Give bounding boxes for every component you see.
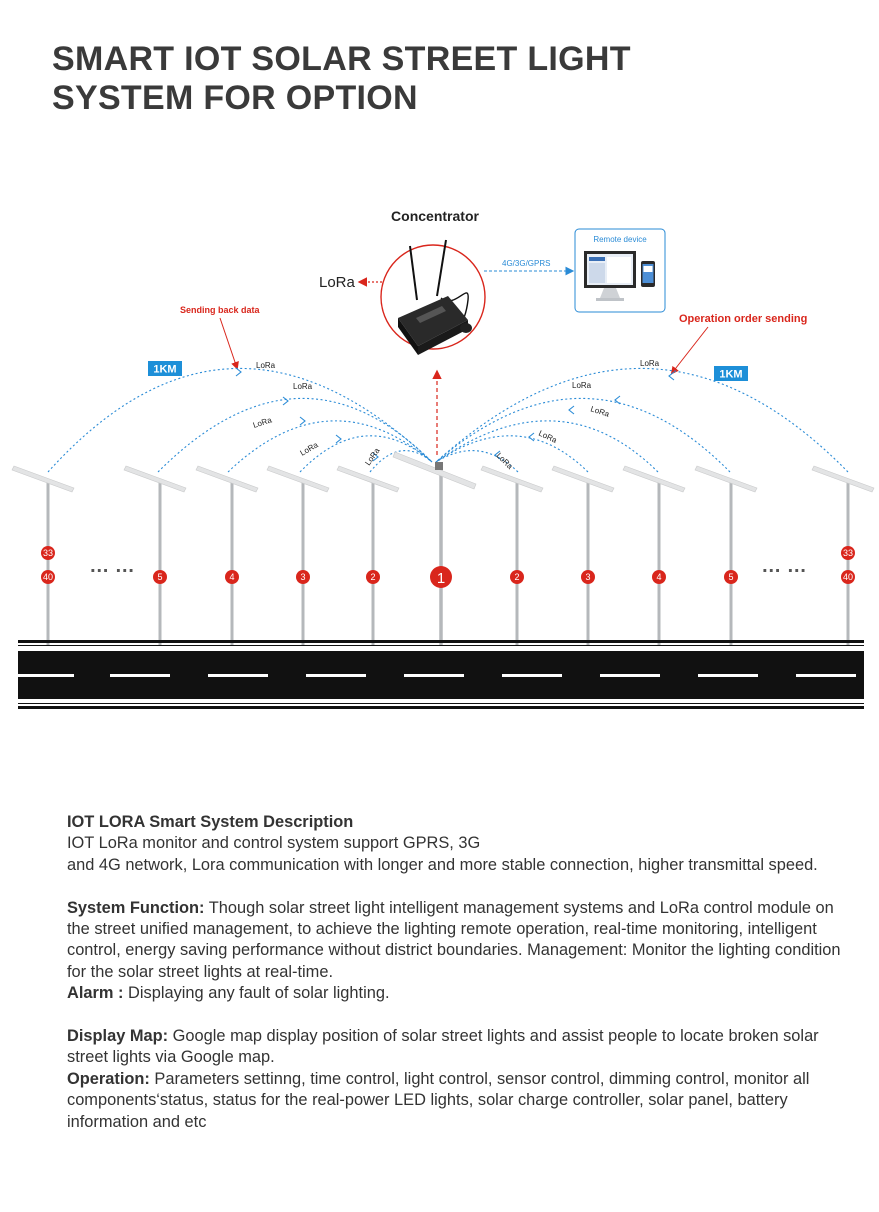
pole-number: 3 [300,572,306,582]
title-line-1: SMART IOT SOLAR STREET LIGHT [52,40,631,78]
lora-arc-label: LoRa [572,381,592,390]
pole-number: 4 [229,572,235,582]
lora-arc-label: LoRa [494,451,515,471]
pole-number-badges [41,546,855,588]
street-light-pole [481,466,543,645]
distance-badge-right [714,366,748,381]
alarm-text: Displaying any fault of solar lighting. [123,984,390,1003]
pole-badge [225,570,239,584]
lora-arc-label: LoRa [251,415,273,430]
lora-arc-labels [252,359,660,471]
phone-icon [641,261,655,287]
pole-badge-right-40 [841,570,855,584]
pole-badge [510,570,524,584]
display-map-label: Display Map: [67,1027,169,1046]
operation-order-label: Operation order sending [679,313,808,325]
pole-number: 33 [842,548,854,558]
main-pole-badge [430,566,452,588]
sending-back-arrow [220,318,237,368]
lora-arc-left-4 [300,436,432,472]
description-heading: IOT LORA Smart System Description [67,813,354,831]
lora-arc-label: LoRa [363,446,382,468]
remote-device-label: Remote device [593,235,647,244]
distance-right-text: 1KM [719,368,743,381]
lora-arc-right-2 [436,398,730,472]
description-intro-2: and 4G network, Lora communication with longer and more stable connection, higher transmittal speed. [67,855,818,874]
lora-arcs [48,368,848,472]
main-street-light-pole [393,452,476,645]
pole-badge-left-40 [41,570,55,584]
description-intro-1: IOT LoRa monitor and control system support GPRS, 3G [67,834,481,853]
pole-number: 33 [42,548,54,558]
operation-label: Operation: [67,1069,150,1088]
lora-arc-label: LoRa [537,428,559,445]
street-light-pole [552,466,614,645]
distance-badge-left [148,361,182,376]
alarm-label: Alarm : [67,984,124,1003]
remote-device-box [575,229,665,312]
pole-number: 2 [370,572,376,582]
main-pole-number: 1 [436,570,446,587]
concentrator-circle [381,240,485,355]
alarm-paragraph [67,983,847,1004]
pole-badge [652,570,666,584]
distance-left-text: 1KM [153,363,177,376]
pole-badge-right-33 [841,546,855,560]
operation-paragraph [67,1069,847,1133]
display-map-text: Google map display position of solar street lights and assist people to locate broken solar street lights via Google map. [67,1027,819,1067]
pole-number: 40 [842,572,854,582]
street-light-pole [695,466,757,645]
pole-number: 2 [514,572,520,582]
sending-back-label: Sending back data [180,305,260,315]
pole-number: 4 [656,572,662,582]
lora-arc-label: LoRa [256,361,276,370]
street-light-pole [196,466,258,645]
network-label: 4G/3G/GPRS [502,259,551,268]
lora-arc-right-3 [436,421,658,472]
pole-badge [366,570,380,584]
operation-order-arrow [672,327,708,373]
street-light-pole [267,466,329,645]
lora-arc-label: LoRa [293,382,313,391]
display-map-paragraph [67,1026,847,1069]
ellipsis-left: … … [89,555,135,577]
lora-arc-label: LoRa [298,440,320,458]
system-function-label: System Function: [67,898,205,917]
pole-number: 3 [585,572,591,582]
system-function-text: Though solar street light intelligent management systems and LoRa control module on the street unified management, to achieve the lighting remote operation, real-time monitoring, intelligent control, energy saving performance without district boundaries. Management: Monitor the lighting condition for the solar street lights at real-time. [67,898,841,981]
pole-number: 40 [42,572,54,582]
concentrator-label: Concentrator [391,208,479,224]
pole-badge-left-33 [41,546,55,560]
street-light-pole [337,466,399,645]
street-light-poles [12,452,874,645]
operation-text: Parameters settinng, time control, light control, sensor control, dimming control, monitor all components‘status, status for the real-power LED lights, solar charge controller, solar panel, battery information and etc [67,1069,810,1131]
pole-badge [296,570,310,584]
lora-arc-label: LoRa [640,359,660,368]
system-description [67,812,847,1133]
title-line-2: SYSTEM FOR OPTION [52,79,418,117]
road [18,640,864,709]
pole-badge [581,570,595,584]
lora-arc-label: LoRa [589,404,611,419]
lora-left-label: LoRa [319,274,355,291]
system-function-paragraph [67,898,847,984]
pole-number: 5 [728,572,734,582]
pole-badge [153,570,167,584]
pole-number: 5 [157,572,163,582]
lora-arc-left-2 [158,398,432,472]
street-light-pole [623,466,685,645]
pole-badge [724,570,738,584]
road-lane-markings [18,674,856,677]
ellipsis-right: … … [761,555,807,577]
